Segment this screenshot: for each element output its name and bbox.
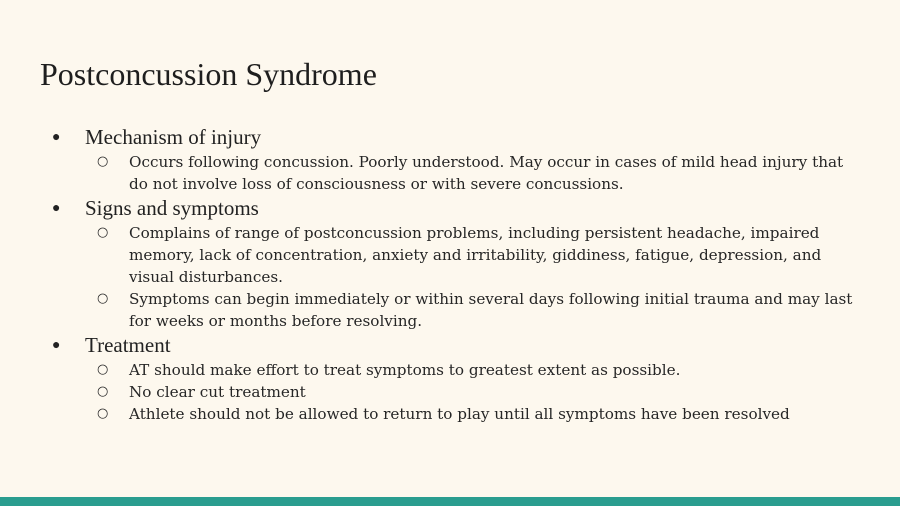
sub-bullet-item — [0, 381, 900, 403]
sub-bullet-item — [0, 288, 900, 332]
bullet-heading: Signs and symptoms — [85, 196, 259, 220]
slide-title: Postconcussion Syndrome — [40, 56, 377, 92]
sub-bullet-icon: ○ — [97, 406, 109, 421]
sub-bullet-text: AT should make effort to treat symptoms to greatest extent as possible. — [129, 361, 681, 379]
bullet-icon: ● — [52, 130, 61, 145]
bullet-icon: ● — [52, 201, 61, 216]
sub-bullet-text: Complains of range of postconcussion problems, including persistent headache, impaired memory, lack of concentration, anxiety and irritability, giddiness, fatigue, depression, and visual disturbances. — [129, 224, 822, 286]
bullet-icon: ● — [52, 338, 61, 353]
sub-bullet-text: No clear cut treatment — [129, 383, 306, 401]
slide-body — [0, 124, 900, 425]
sub-bullet-icon: ○ — [97, 291, 109, 306]
sub-bullet-text: Occurs following concussion. Poorly understood. May occur in cases of mild head injury that do not involve loss of consciousness or with severe concussions. — [129, 153, 844, 193]
bullet-heading: Mechanism of injury — [85, 125, 262, 149]
bullet-heading: Treatment — [85, 333, 171, 357]
bullet-treatment — [0, 332, 900, 359]
sub-bullet-icon: ○ — [97, 225, 109, 240]
sub-bullet-item — [0, 403, 900, 425]
bullet-signs-and-symptoms — [0, 195, 900, 222]
bullet-mechanism-of-injury — [0, 124, 900, 151]
accent-bar — [0, 497, 900, 506]
sub-bullet-icon: ○ — [97, 362, 109, 377]
sub-bullet-text: Symptoms can begin immediately or within several days following initial trauma and may last for weeks or months before resolving. — [129, 290, 853, 330]
sub-bullet-text: Athlete should not be allowed to return to play until all symptoms have been resolved — [129, 405, 790, 423]
sub-bullet-item — [0, 222, 900, 288]
sub-bullet-icon: ○ — [97, 384, 109, 399]
sub-bullet-icon: ○ — [97, 154, 109, 169]
sub-bullet-item — [0, 151, 900, 195]
sub-bullet-item — [0, 359, 900, 381]
